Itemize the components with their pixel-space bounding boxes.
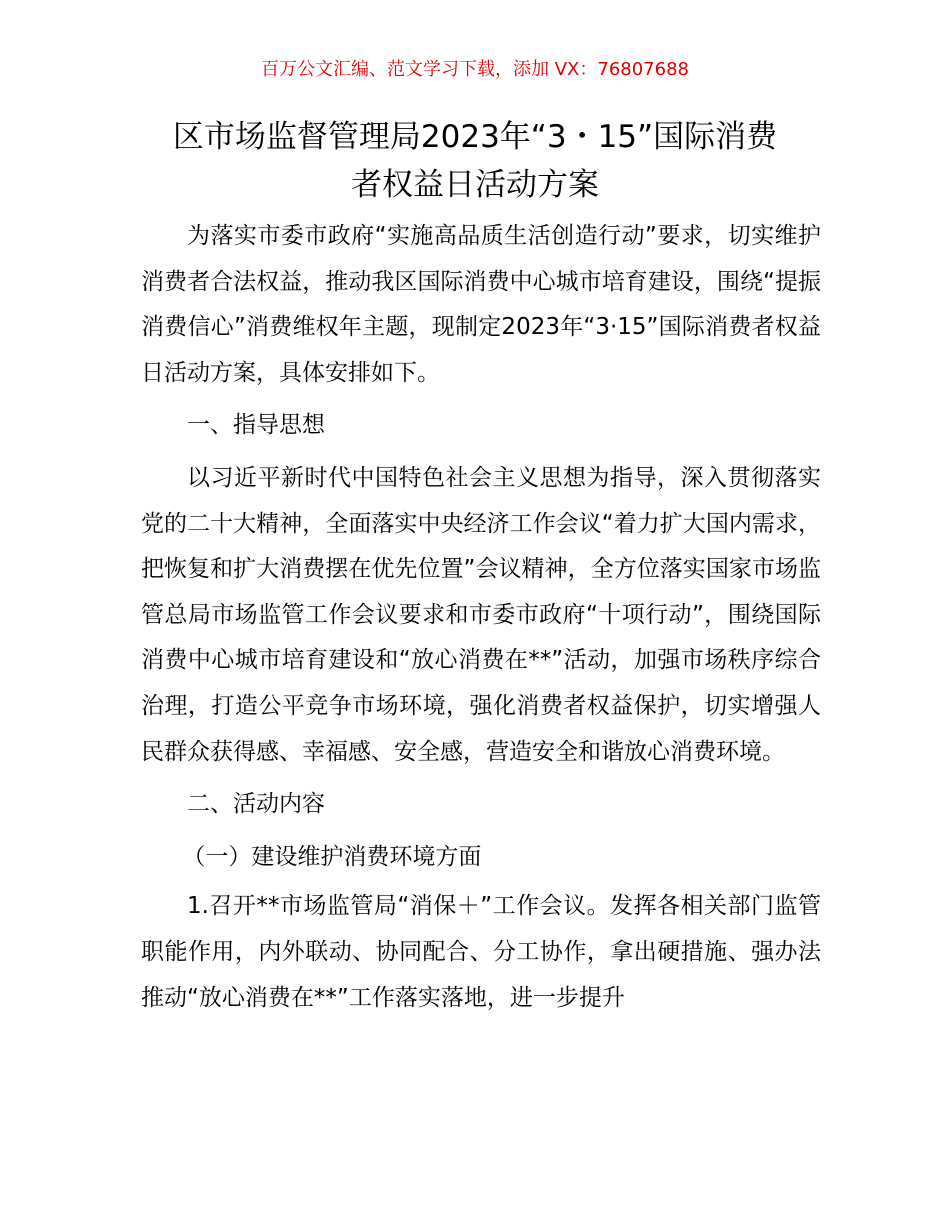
- item-1-paragraph: 1.召开**市场监管局“消保＋”工作会议。发挥各相关部门监管职能作用，内外联动、协同配合、分工协作，拿出硬措施、强办法推动“放心消费在**”工作落实落地，进一步提升: [141, 893, 821, 1011]
- section-heading-activity-content: 二、活动内容: [187, 791, 325, 818]
- title-line-2: 者权益日活动方案: [351, 167, 599, 203]
- title-line-1: 区市场监督管理局2023年“3・15”国际消费: [172, 119, 778, 155]
- subsection-heading-consumer-environment: （一）建设维护消费环境方面: [182, 843, 482, 870]
- guiding-thought-paragraph: 以习近平新时代中国特色社会主义思想为指导，深入贯彻落实党的二十大精神，全面落实中央经济工作会议“着力扩大国内需求，把恢复和扩大消费摆在优先位置”会议精神，全方位落实国家市场监管总局市场监管工作会议要求和市委市政府“十项行动”，围绕国际消费中心城市培育建设和“放心消费在**”活动，加强市场秩序综合治理，打造公平竞争市场环境，强化消费者权益保护，切实增强人民群众获得感、幸福感、安全感，营造安全和谐放心消费环境。: [141, 464, 821, 765]
- document-body: [141, 214, 821, 1021]
- section-heading-guiding-thought: 一、指导思想: [187, 412, 325, 439]
- document-title: [100, 113, 850, 209]
- intro-paragraph: 为落实市委市政府“实施高品质生活创造行动”要求，切实维护消费者合法权益，推动我区国际消费中心城市培育建设，围绕“提振消费信心”消费维权年主题，现制定2023年“3·15”国际消费者权益日活动方案，具体安排如下。: [141, 223, 821, 386]
- header-notice: 百万公文汇编、范文学习下载，添加 VX：76807688: [261, 59, 689, 80]
